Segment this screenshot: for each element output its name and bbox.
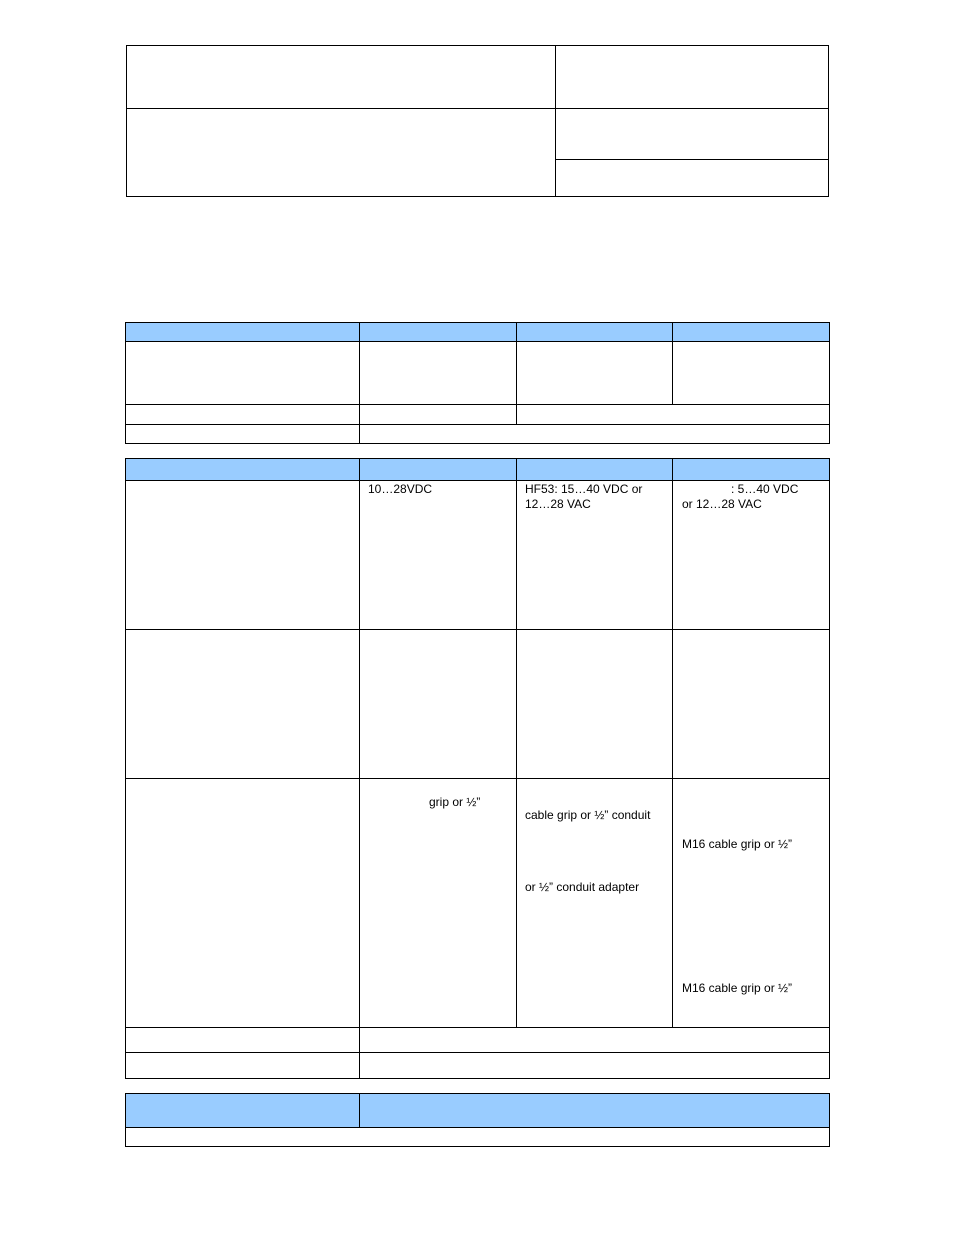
power-supply-col3: HF53: 15…40 VDC or 12…28 VAC: [525, 482, 643, 511]
power-supply-col2: 10…28VDC: [368, 482, 433, 496]
cable-entry-col3-b: or ½” conduit adapter: [525, 880, 640, 894]
top-box-col-divider: [555, 45, 556, 197]
cable-entry-col2: grip or ½”: [429, 795, 481, 809]
cable-entry-col4-b: M16 cable grip or ½”: [682, 981, 793, 995]
table3-frame: [125, 1093, 830, 1147]
table2-line: [125, 778, 830, 779]
table2-line: [125, 629, 830, 630]
table1-line: [125, 341, 830, 342]
table2-col-line: [516, 458, 517, 1028]
table3-col-line: [359, 1093, 360, 1128]
table1-col-line: [672, 322, 673, 405]
table2-line: [125, 1052, 830, 1053]
table3-line: [125, 1127, 830, 1128]
table1-col-line: [516, 322, 517, 425]
cable-entry-col3-a: cable grip or ½” conduit: [525, 808, 651, 822]
power-supply-col4: : 5…40 VDC or 12…28 VAC: [682, 482, 799, 511]
top-box-row-divider: [126, 108, 829, 109]
table1-col-line: [359, 322, 360, 444]
table1-line: [125, 404, 830, 405]
table2-line: [125, 480, 830, 481]
table2-line: [125, 1027, 830, 1028]
table2-col-line: [359, 458, 360, 1079]
table1-line: [125, 424, 830, 425]
table2-col-line: [672, 458, 673, 1028]
top-box-frame: [126, 45, 829, 197]
cable-entry-col4-a: M16 cable grip or ½”: [682, 837, 793, 851]
top-box-right-divider: [555, 159, 829, 160]
